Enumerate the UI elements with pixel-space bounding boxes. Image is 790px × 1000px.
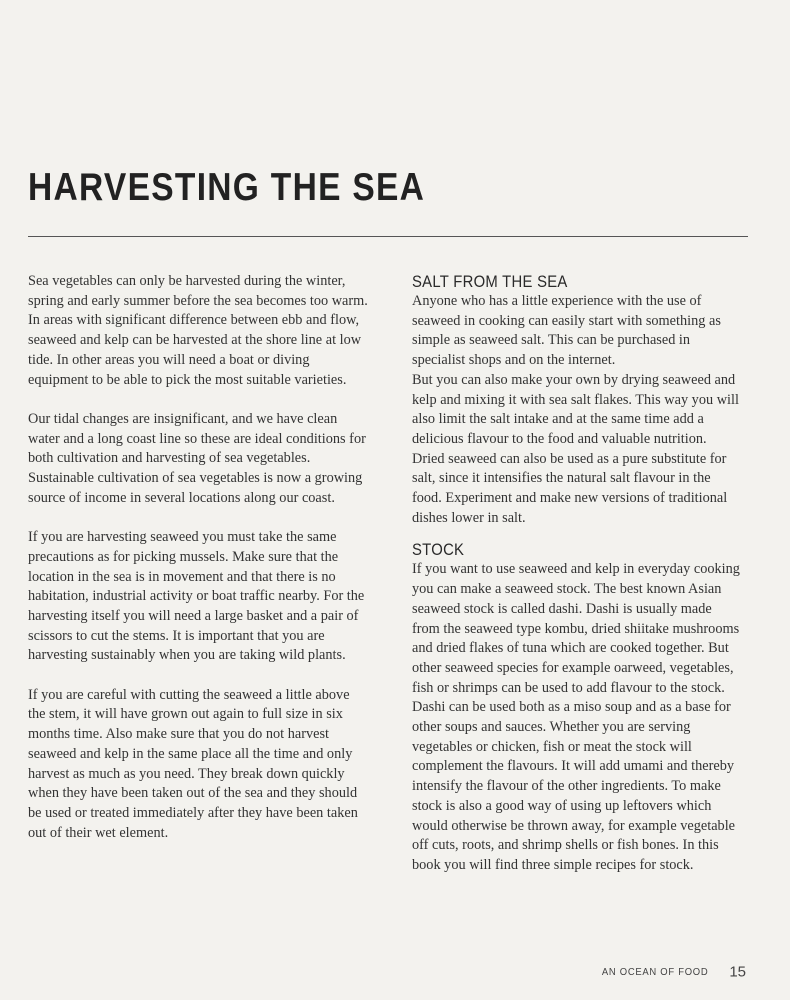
page-footer: [590, 963, 746, 981]
page-number: 15: [729, 963, 746, 981]
left-column: [28, 272, 368, 863]
section-body-stock: If you want to use seaweed and kelp in everyday cooking you can make a seaweed stock. The best known Asian seaweed stock is called dashi. Dashi is usually made from the seaweed type kombu, dried shiitake mushrooms and dried flakes of tuna which are cooked together. But other seaweed species for example oarweed, vegetables, fish or shrimps can be used to add flavour to the stock. Dashi can be used both as a miso soup and as a base for other soups and sauces. Whether you are serving vegetables or chicken, fish or meat the stock will complement the flavours. It will add umami and thereby intensify the flavour of the other ingredients. To make stock is also a good way of using up leftovers which would otherwise be thrown away, for example vegetable off cuts, roots, and shrimp shells or fish bones. In this book you will find three simple recipes for stock.: [412, 561, 740, 873]
section-body-salt-continued: But you can also make your own by drying seaweed and kelp and mixing it with sea salt flakes. This way you will also limit the salt intake and at the same time add a delicious flavour to the food and valuable nutrition. Dried seaweed can also be used as a pure substitute for salt, since it intensifies the natural salt flavour in the food. Experiment and make new versions of traditional dishes lower in salt.: [412, 371, 739, 526]
page-title: HARVESTING THE SEA: [28, 166, 426, 209]
right-column: [412, 272, 742, 876]
section-body-salt: Anyone who has a little experience with the use of seaweed in cooking can easily start with something as simple as seaweed salt. This can be purchased in specialist shops and on the internet.: [412, 293, 721, 369]
paragraph-harvest-season: Sea vegetables can only be harvested during the winter, spring and early summer before the sea becomes too warm. In areas with significant difference between ebb and flow, seaweed and kelp can be harvested at the shore line at low tide. In other areas you will need a boat or diving equipment to be able to pick the most suitable varieties.: [28, 273, 368, 388]
running-head: AN OCEAN OF FOOD: [602, 965, 709, 978]
paragraph-tidal-conditions: Our tidal changes are insignificant, and we have clean water and a long coast line so these are ideal conditions for both cultivation and harvesting of sea vegetables. Sustainable cultivation of sea vegetables is now a growing source of income in several locations along our coast.: [28, 410, 366, 506]
paragraph-precautions: If you are harvesting seaweed you must take the same precautions as for picking mussels. Make sure that the location in the sea is in movement and that there is no habitation, industrial activity or boat traffic nearby. For the harvesting itself you will need a large basket and a pair of scissors to cut the stems. It is important that you are harvesting sustainably when you are taking wild plants.: [28, 529, 365, 664]
title-divider: [28, 236, 748, 237]
section-heading-salt: SALT FROM THE SEA: [412, 273, 568, 291]
paragraph-sustainable-cutting: If you are careful with cutting the seaweed a little above the stem, it will have grown out again to full size in six months time. Also make sure that you do not harvest seaweed and kelp in the same place all the time and only harvest as much as you need. They break down quickly when they have been taken out of the sea and they should be used or treated immediately after they have been taken out of their wet element.: [28, 686, 358, 841]
section-heading-stock: STOCK: [412, 541, 465, 560]
